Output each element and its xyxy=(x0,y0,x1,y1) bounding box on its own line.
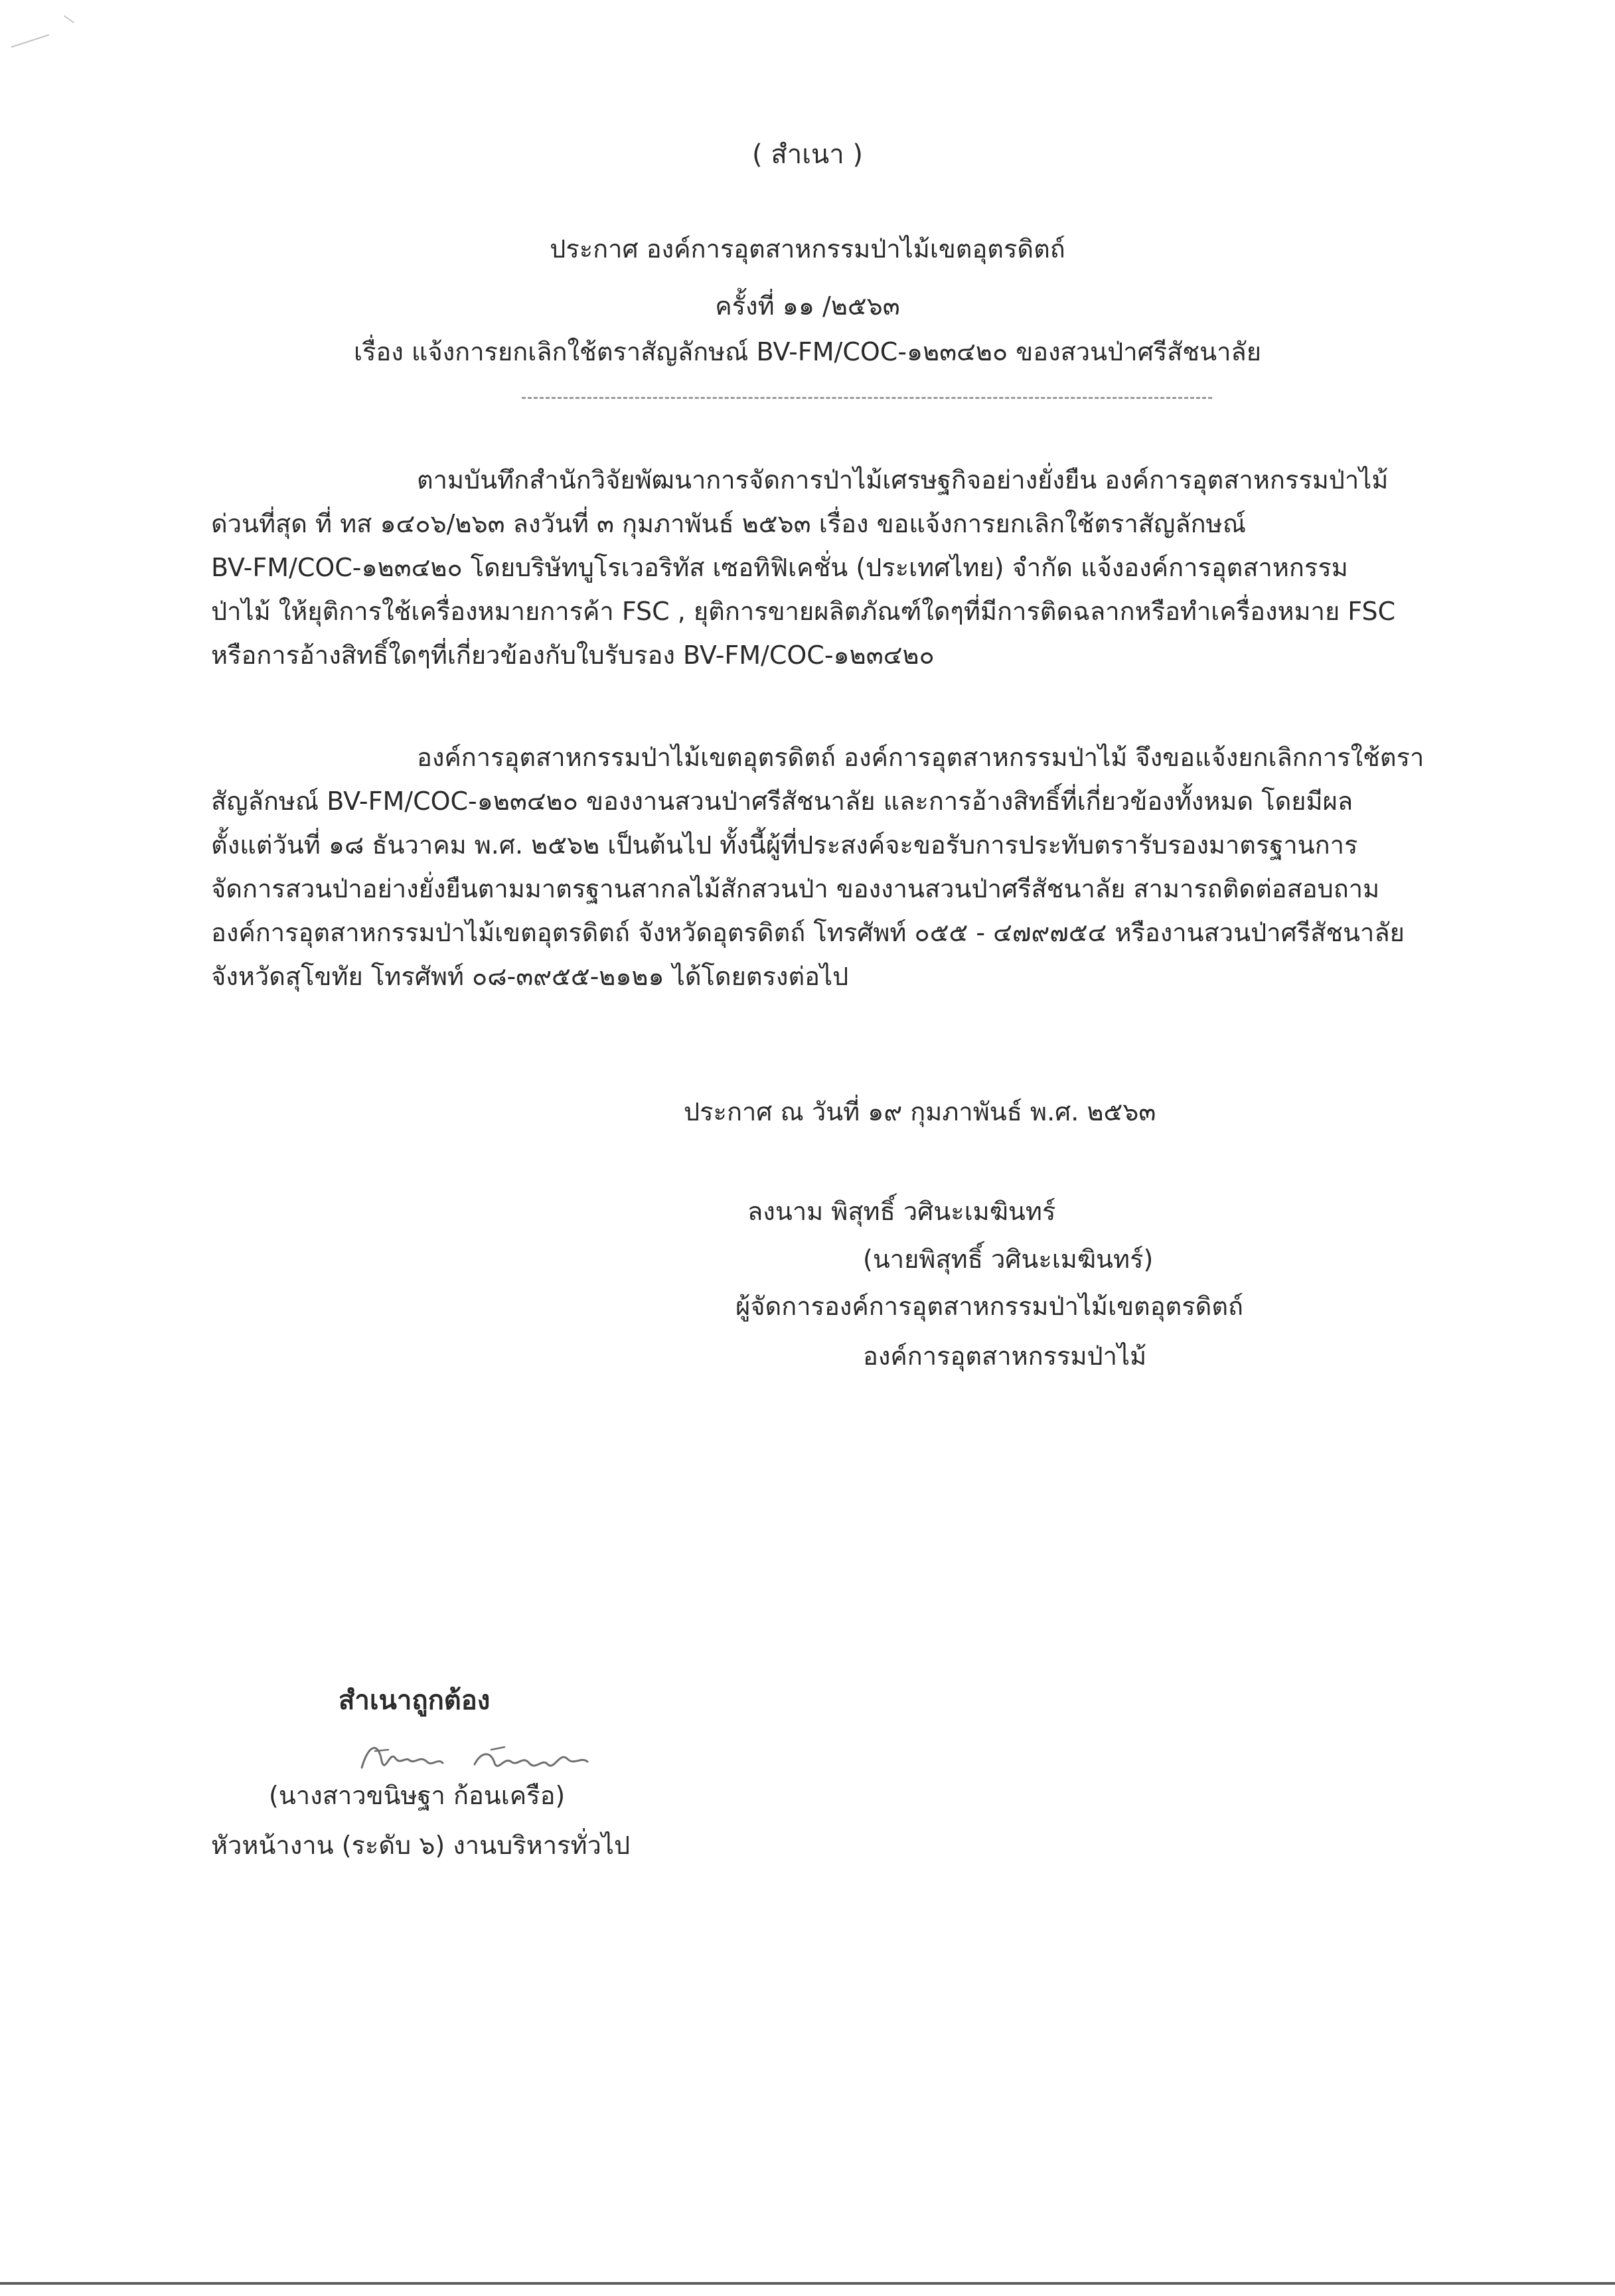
copy-label: ( สำเนา ) xyxy=(752,139,863,170)
paragraph-line: องค์การอุตสาหกรรมป่าไม้เขตอุตรดิตถ์ องค์การอุตสาหกรรมป่าไม้ จึงขอแจ้งยกเลิกการใช้ตรา xyxy=(417,743,1424,772)
bottom-border xyxy=(0,2282,1615,2285)
announcement-title: ประกาศ องค์การอุตสาหกรรมป่าไม้เขตอุตรดิตถ์ xyxy=(550,234,1065,264)
certifier-position: หัวหน้างาน (ระดับ ๖) งานบริหารทั่วไป xyxy=(211,1831,631,1860)
announcement-date: ประกาศ ณ วันที่ ๑๙ กุมภาพันธ์ พ.ศ. ๒๕๖๓ xyxy=(684,1097,1156,1126)
paragraph-line: BV-FM/COC-๑๒๓๔๒๐ โดยบริษัทบูโรเวอริทัส เซอทิฟิเคชั่น (ประเทศไทย) จำกัด แจ้งองค์การอุตสาหกรรม xyxy=(211,553,1348,582)
certifier-name: (นางสาวขนิษฐา ก้อนเครือ) xyxy=(269,1781,566,1810)
body-paragraph-2 xyxy=(211,735,1500,998)
announcement-number: ครั้งที่ ๑๑ /๒๕๖๓ xyxy=(715,291,900,321)
paragraph-line: ด่วนที่สุด ที่ ทส ๑๔๐๖/๒๖๓ ลงวันที่ ๓ กุมภาพันธ์ ๒๕๖๓ เรื่อง ขอแจ้งการยกเลิกใช้ตราสัญลักษณ์ xyxy=(211,509,1246,538)
paragraph-line: ตามบันทึกสำนักวิจัยพัฒนาการจัดการป่าไม้เศรษฐกิจอย่างยั่งยืน องค์การอุตสาหกรรมป่าไม้ xyxy=(417,465,1389,495)
signer-name: (นายพิสุทธิ์ วศินะเมฆินทร์) xyxy=(863,1245,1154,1274)
paragraph-line: ป่าไม้ ให้ยุติการใช้เครื่องหมายการค้า FSC , ยุติการขายผลิตภัณฑ์ใดๆที่มีการติดฉลากหรือทำเครื่องหมาย FSC xyxy=(211,597,1396,626)
scan-artifact xyxy=(11,35,56,67)
paragraph-line: จังหวัดสุโขทัย โทรศัพท์ ๐๘-๓๙๕๕-๒๑๒๑ ได้โดยตรงต่อไป xyxy=(211,962,849,991)
paragraph-line: จัดการสวนป่าอย่างยั่งยืนตามมาตรฐานสากลไม้สักสวนป่า ของงานสวนป่าศรีสัชนาลัย สามารถติดต่อสอบถาม xyxy=(211,874,1380,903)
signed-line: ลงนาม พิสุทธิ์ วศินะเมฆินทร์ xyxy=(747,1197,1056,1226)
announcement-subject: เรื่อง แจ้งการยกเลิกใช้ตราสัญลักษณ์ BV-FM/COC-๑๒๓๔๒๐ ของสวนป่าศรีสัชนาลัย xyxy=(354,337,1261,366)
signer-position: ผู้จัดการองค์การอุตสาหกรรมป่าไม้เขตอุตรดิตถ์ xyxy=(735,1292,1244,1321)
paragraph-line: องค์การอุตสาหกรรมป่าไม้เขตอุตรดิตถ์ จังหวัดอุตรดิตถ์ โทรศัพท์ ๐๕๕ - ๔๗๙๗๕๔ หรืองานสวนป่าศรีสัชนาลัย xyxy=(211,918,1405,947)
certified-copy-label: สำเนาถูกต้อง xyxy=(339,1685,491,1716)
signer-organization: องค์การอุตสาหกรรมป่าไม้ xyxy=(863,1341,1147,1371)
paragraph-line: หรือการอ้างสิทธิ์ใดๆที่เกี่ยวข้องกับใบรับรอง BV-FM/COC-๑๒๓๔๒๐ xyxy=(211,641,935,670)
paragraph-line: ตั้งแต่วันที่ ๑๘ ธันวาคม พ.ศ. ๒๕๖๒ เป็นต้นไป ทั้งนี้ผู้ที่ประสงค์จะขอรับการประทับตรารับรองมาตรฐานการ xyxy=(211,830,1358,860)
header-divider xyxy=(522,397,1212,399)
handwritten-signature xyxy=(348,1731,614,1784)
body-paragraph-1 xyxy=(211,458,1500,677)
paragraph-line: สัญลักษณ์ BV-FM/COC-๑๒๓๔๒๐ ของงานสวนป่าศรีสัชนาลัย และการอ้างสิทธิ์ที่เกี่ยวข้องทั้งหมด โดยมีผล xyxy=(211,787,1353,816)
scan-artifact xyxy=(64,15,74,23)
